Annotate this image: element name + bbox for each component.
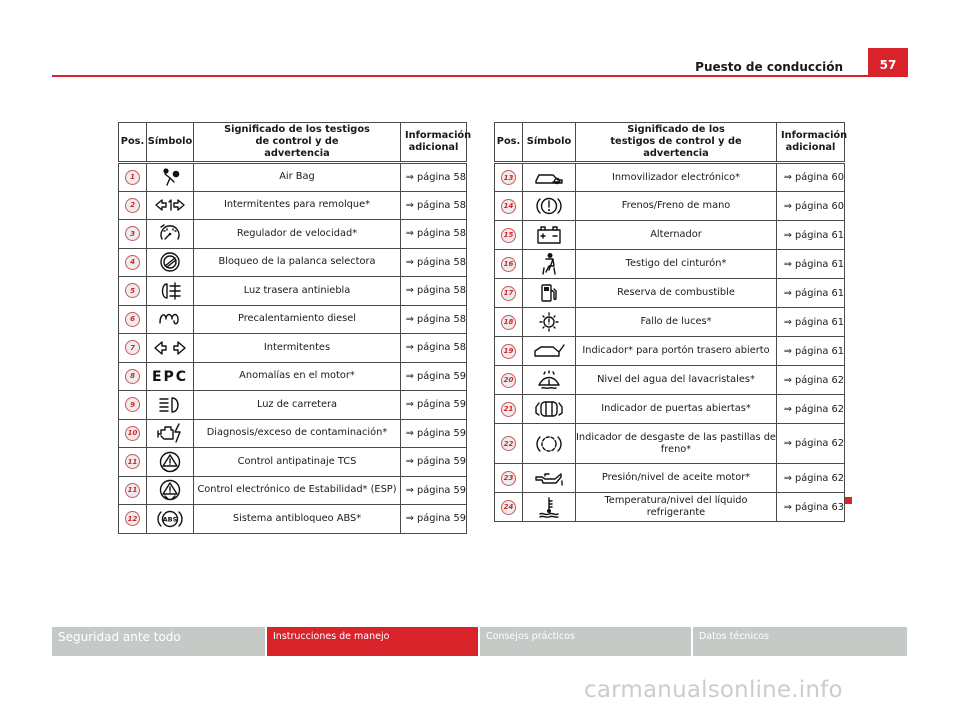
page-reference-link[interactable]: ⇒ página 58 xyxy=(401,277,467,306)
footer-tab-seguridad[interactable]: Seguridad ante todo xyxy=(52,627,265,656)
col-header-info: Información adicional xyxy=(401,123,467,163)
col-header-meaning: Significado de los testigos de control y de advertencia xyxy=(194,123,401,163)
position-number: 2 xyxy=(125,198,140,213)
page-reference-link[interactable]: ⇒ página 61 xyxy=(777,250,845,279)
page-reference-link[interactable]: ⇒ página 62 xyxy=(777,366,845,395)
table-row xyxy=(119,248,467,277)
seatbelt-icon xyxy=(523,252,575,276)
page-reference-link[interactable]: ⇒ página 61 xyxy=(777,337,845,366)
section-title: Puesto de conducción xyxy=(695,60,843,74)
door-open-icon xyxy=(523,399,575,419)
svg-text:EPC: EPC xyxy=(151,369,189,386)
position-number: 23 xyxy=(501,471,516,486)
light-description: Regulador de velocidad* xyxy=(194,220,401,249)
table-row xyxy=(495,192,845,221)
page-reference-link[interactable]: ⇒ página 58 xyxy=(401,248,467,277)
light-description: Indicador de desgaste de las pastillas de freno* xyxy=(576,424,777,464)
position-number: 10 xyxy=(125,426,140,441)
fuel-pump-icon xyxy=(523,282,575,304)
position-number: 9 xyxy=(125,397,140,412)
abs-icon xyxy=(147,508,193,530)
page-reference-link[interactable]: ⇒ página 62 xyxy=(777,395,845,424)
warning-lights-table-left xyxy=(118,122,472,534)
table-row xyxy=(119,305,467,334)
footer-tab-datos[interactable]: Datos técnicos xyxy=(693,627,907,656)
footer-tab-consejos[interactable]: Consejos prácticos xyxy=(480,627,691,656)
page-reference-link[interactable]: ⇒ página 58 xyxy=(401,220,467,249)
position-number: 11 xyxy=(125,483,140,498)
light-description: Testigo del cinturón* xyxy=(576,250,777,279)
position-number: 21 xyxy=(501,402,516,417)
page-reference-link[interactable]: ⇒ página 59 xyxy=(401,476,467,505)
coolant-temperature-icon xyxy=(523,496,575,518)
position-number: 3 xyxy=(125,226,140,241)
page-reference-link[interactable]: ⇒ página 59 xyxy=(401,419,467,448)
high-beam-icon xyxy=(147,396,193,414)
table-row xyxy=(495,279,845,308)
position-number: 1 xyxy=(125,170,140,185)
page-reference-link[interactable]: ⇒ página 61 xyxy=(777,221,845,250)
washer-fluid-icon xyxy=(523,369,575,391)
table-row xyxy=(119,391,467,420)
stability-control-icon xyxy=(147,479,193,501)
open-tailgate-icon xyxy=(523,342,575,360)
table-row xyxy=(495,395,845,424)
table-row xyxy=(495,221,845,250)
bulb-failure-icon xyxy=(523,311,575,333)
table-row xyxy=(495,337,845,366)
light-description: Intermitentes para remolque* xyxy=(194,191,401,220)
table-row xyxy=(495,424,845,464)
brake-pad-icon xyxy=(523,433,575,455)
table-row xyxy=(119,505,467,534)
light-description: Air Bag xyxy=(194,163,401,192)
turn-signals-icon xyxy=(147,340,193,356)
page-reference-link[interactable]: ⇒ página 58 xyxy=(401,163,467,192)
table-row xyxy=(495,163,845,192)
table-row xyxy=(119,476,467,505)
page-reference-link[interactable]: ⇒ página 61 xyxy=(777,308,845,337)
light-description: Fallo de luces* xyxy=(576,308,777,337)
table-row xyxy=(119,163,467,192)
page-reference-link[interactable]: ⇒ página 59 xyxy=(401,448,467,477)
light-description: Control antipatinaje TCS xyxy=(194,448,401,477)
watermark: carmanualsonline.info xyxy=(584,677,843,703)
selector-lever-lock-icon xyxy=(147,251,193,273)
position-number: 7 xyxy=(125,340,140,355)
table-row xyxy=(119,419,467,448)
position-number: 19 xyxy=(501,344,516,359)
table-row xyxy=(119,334,467,363)
light-description: Alternador xyxy=(576,221,777,250)
immobilizer-icon xyxy=(523,169,575,187)
light-description: Luz trasera antiniebla xyxy=(194,277,401,306)
col-header-symbol: Símbolo xyxy=(523,123,576,163)
light-description: Temperatura/nivel del líquido refrigerante xyxy=(576,493,777,522)
header-rule xyxy=(52,75,907,77)
table-row xyxy=(495,308,845,337)
glow-plug-icon xyxy=(147,311,193,327)
battery-icon xyxy=(523,225,575,245)
light-description: Inmovilizador electrónico* xyxy=(576,163,777,192)
page-reference-link[interactable]: ⇒ página 58 xyxy=(401,305,467,334)
light-description: Frenos/Freno de mano xyxy=(576,192,777,221)
position-number: 20 xyxy=(501,373,516,388)
position-number: 22 xyxy=(501,436,516,451)
position-number: 6 xyxy=(125,312,140,327)
light-description: Presión/nivel de aceite motor* xyxy=(576,464,777,493)
table-row xyxy=(119,362,467,391)
table-row xyxy=(495,250,845,279)
page-reference-link[interactable]: ⇒ página 60 xyxy=(777,192,845,221)
light-description: Diagnosis/exceso de contaminación* xyxy=(194,419,401,448)
page-number: 57 xyxy=(868,48,908,77)
traction-control-icon xyxy=(147,451,193,473)
brake-icon xyxy=(523,195,575,217)
position-number: 13 xyxy=(501,170,516,185)
col-header-pos: Pos. xyxy=(495,123,523,163)
svg-text:ABS: ABS xyxy=(162,515,178,524)
position-number: 15 xyxy=(501,228,516,243)
position-number: 12 xyxy=(125,511,140,526)
light-description: Anomalías en el motor* xyxy=(194,362,401,391)
page-reference-link[interactable]: ⇒ página 59 xyxy=(401,362,467,391)
col-header-pos: Pos. xyxy=(119,123,147,163)
oil-pressure-icon xyxy=(523,469,575,487)
col-header-meaning: Significado de los testigos de control y de advertencia xyxy=(576,123,777,163)
table-row xyxy=(495,366,845,395)
page-reference-link[interactable]: ⇒ página 63 xyxy=(777,493,845,522)
table-row xyxy=(119,191,467,220)
section-end-marker xyxy=(845,497,852,504)
light-description: Control electrónico de Estabilidad* (ESP) xyxy=(194,476,401,505)
position-number: 8 xyxy=(125,369,140,384)
light-description: Luz de carretera xyxy=(194,391,401,420)
position-number: 4 xyxy=(125,255,140,270)
trailer-turn-signal-icon xyxy=(147,197,193,213)
light-description: Intermitentes xyxy=(194,334,401,363)
light-description: Sistema antibloqueo ABS* xyxy=(194,505,401,534)
col-header-info: Información adicional xyxy=(777,123,845,163)
page-reference-link[interactable]: ⇒ página 58 xyxy=(401,334,467,363)
table-row xyxy=(119,277,467,306)
position-number: 16 xyxy=(501,257,516,272)
light-description: Bloqueo de la palanca selectora xyxy=(194,248,401,277)
page-reference-link[interactable]: ⇒ página 59 xyxy=(401,505,467,534)
table-row xyxy=(119,220,467,249)
footer-tabs xyxy=(52,627,907,656)
position-number: 18 xyxy=(501,315,516,330)
page-reference-link[interactable]: ⇒ página 62 xyxy=(777,424,845,464)
position-number: 5 xyxy=(125,283,140,298)
table-row xyxy=(119,448,467,477)
page-reference-link[interactable]: ⇒ página 59 xyxy=(401,391,467,420)
position-number: 24 xyxy=(501,500,516,515)
position-number: 17 xyxy=(501,286,516,301)
cruise-control-icon xyxy=(147,223,193,245)
light-description: Reserva de combustible xyxy=(576,279,777,308)
table-row xyxy=(495,493,845,522)
footer-tab-instrucciones[interactable]: Instrucciones de manejo xyxy=(267,627,478,656)
light-description: Nivel del agua del lavacristales* xyxy=(576,366,777,395)
light-description: Indicador de puertas abiertas* xyxy=(576,395,777,424)
light-description: Indicador* para portón trasero abierto xyxy=(576,337,777,366)
light-description: Precalentamiento diesel xyxy=(194,305,401,334)
epc-icon xyxy=(147,368,193,384)
page-reference-link[interactable]: ⇒ página 58 xyxy=(401,191,467,220)
engine-diagnosis-icon xyxy=(147,422,193,444)
position-number: 14 xyxy=(501,199,516,214)
page-reference-link[interactable]: ⇒ página 60 xyxy=(777,163,845,192)
warning-lights-table-right xyxy=(494,122,848,522)
page-reference-link[interactable]: ⇒ página 61 xyxy=(777,279,845,308)
rear-fog-light-icon xyxy=(147,281,193,301)
position-number: 11 xyxy=(125,454,140,469)
table-row xyxy=(495,464,845,493)
page-reference-link[interactable]: ⇒ página 62 xyxy=(777,464,845,493)
airbag-icon xyxy=(147,167,193,187)
col-header-symbol: Símbolo xyxy=(147,123,194,163)
